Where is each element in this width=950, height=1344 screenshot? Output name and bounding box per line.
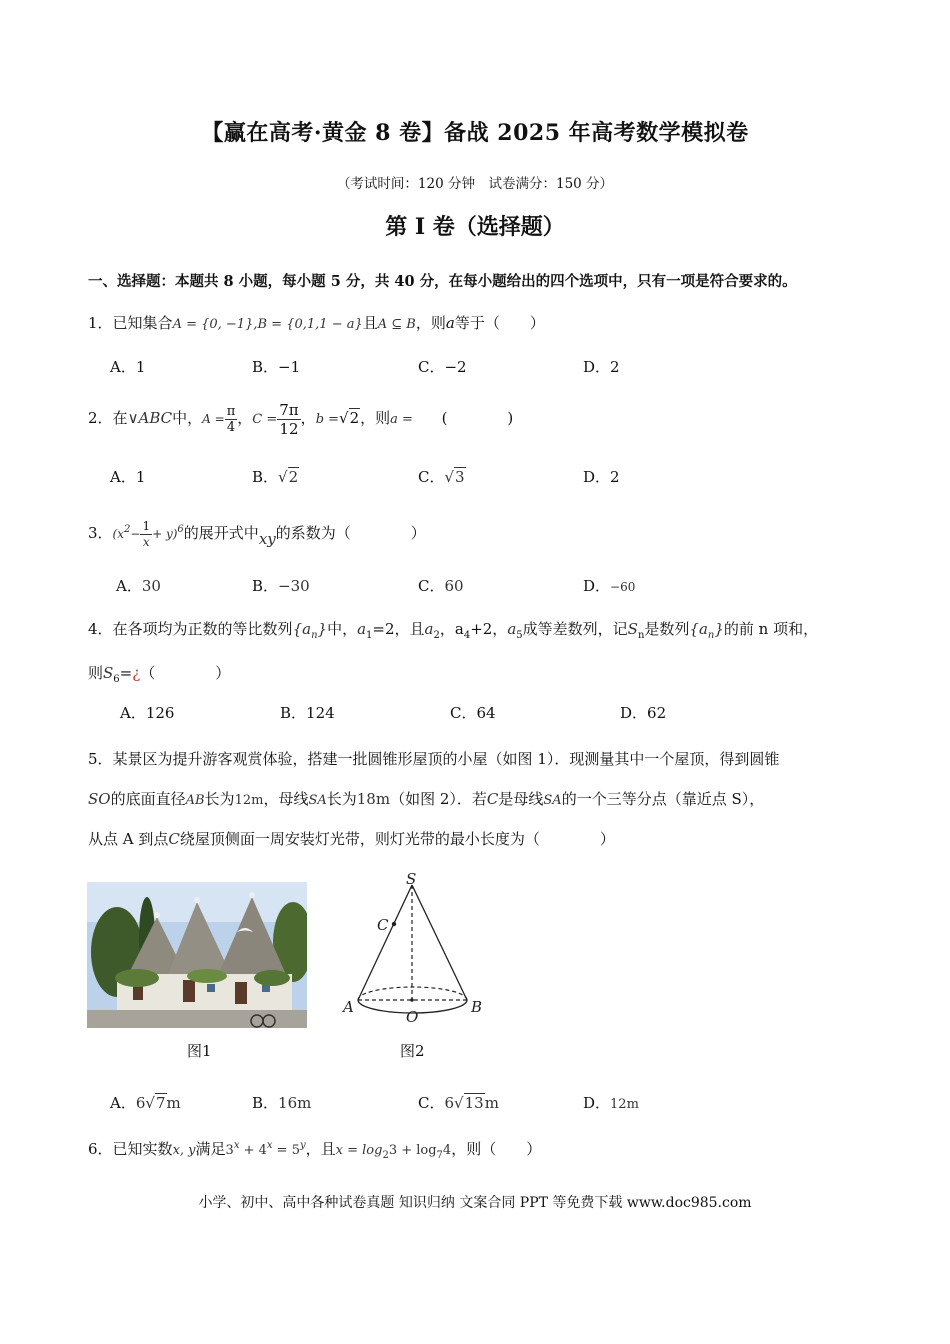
q2-option-c bbox=[418, 466, 466, 487]
log-base-7: 7 bbox=[436, 1150, 443, 1161]
q5-option-b bbox=[252, 1092, 311, 1113]
angle-c-label: C = bbox=[252, 412, 278, 427]
angle-a-fraction bbox=[225, 404, 238, 435]
option-label: B． bbox=[252, 1094, 279, 1112]
q5-text: 从点 A 到点 bbox=[88, 830, 169, 848]
figure-1-photo bbox=[87, 882, 307, 1028]
question-number: 2． bbox=[88, 409, 113, 427]
trulli-houses-image bbox=[87, 882, 307, 1028]
label-s: S bbox=[406, 870, 417, 888]
question-number: 5． bbox=[88, 750, 113, 768]
q5-text: 绕屋顶侧面一周安装灯光带，则灯光带的最小长度为（ ） bbox=[179, 830, 615, 848]
side-a-ask: a = bbox=[390, 412, 413, 427]
option-coef: 6 bbox=[135, 1094, 146, 1112]
sqrt-7: √7 bbox=[145, 1094, 166, 1112]
figure-2-cone-diagram bbox=[330, 870, 500, 1034]
unit: m bbox=[484, 1094, 499, 1112]
radicand: 7 bbox=[155, 1094, 166, 1112]
set-b: B = {0,1,1 − a} bbox=[257, 317, 363, 332]
q5-text: 是母线 bbox=[498, 790, 544, 808]
label-b: B bbox=[471, 998, 483, 1016]
a1-value: =2，且 bbox=[372, 620, 425, 638]
point-o-dot bbox=[410, 998, 414, 1002]
volume-heading: 第 I 卷（选择题） bbox=[385, 214, 565, 240]
option-value: 12m bbox=[610, 1097, 639, 1112]
option-value: 30 bbox=[141, 577, 161, 595]
sqrt-13: √13 bbox=[454, 1094, 484, 1112]
q3-option-d bbox=[583, 575, 635, 596]
sqrt-2: √2 bbox=[278, 468, 299, 486]
sqrt-3: √3 bbox=[444, 468, 465, 486]
subset-relation: A ⊆ B bbox=[377, 317, 416, 332]
exponent: 2 bbox=[124, 524, 131, 535]
option-label: A． bbox=[110, 1094, 136, 1112]
exponent-x: x bbox=[266, 1140, 273, 1151]
s6: S bbox=[103, 664, 114, 682]
unit: m bbox=[166, 1094, 181, 1112]
section-heading: 一、选择题：本题共 8 小题，每小题 5 分，共 40 分，在每小题给出的四个选项中，只有一项是符合要求的。 bbox=[88, 273, 797, 290]
q3-text: 的系数为（ ） bbox=[275, 524, 426, 542]
option-value: −60 bbox=[610, 580, 636, 594]
point-c-dot bbox=[392, 922, 396, 926]
a1: a bbox=[357, 620, 367, 638]
power: 6 bbox=[177, 524, 184, 535]
label-c: C bbox=[377, 916, 389, 934]
q5-text: 某景区为提升游客观赏体验，搭建一批圆锥形屋顶的小屋（如图 1）．现测量其中一个屋顶，得到圆锥 bbox=[112, 750, 780, 768]
triangle-abc: ∨ABC bbox=[127, 409, 173, 427]
option-label: C． bbox=[418, 468, 445, 486]
q2-answer-paren: ( ) bbox=[441, 409, 514, 427]
q3-option-c bbox=[418, 575, 464, 596]
set-a: A = {0, −1} bbox=[172, 317, 254, 332]
radicand: 2 bbox=[288, 468, 299, 486]
q3-option-b bbox=[252, 575, 310, 596]
equation-base-4: + 4 bbox=[239, 1143, 267, 1158]
seq-sub: n bbox=[311, 630, 318, 641]
a1-sub: 1 bbox=[366, 630, 373, 641]
q1-text: ，则 bbox=[415, 314, 446, 332]
side-b-label: b = bbox=[315, 412, 340, 427]
q2-option-d: D．2 bbox=[583, 468, 620, 486]
q1-comma: , bbox=[253, 317, 258, 332]
slant-line-sb bbox=[412, 885, 467, 1000]
sn: S bbox=[627, 620, 638, 638]
q4-text: 中， bbox=[327, 620, 358, 638]
fraction-denominator: 4 bbox=[226, 419, 236, 435]
a2-sub: 2 bbox=[433, 630, 440, 641]
q6-text: 满足 bbox=[195, 1140, 226, 1158]
sn-sub: n bbox=[637, 630, 645, 641]
q1-option-c: C．−2 bbox=[418, 358, 467, 376]
slant-value: 18m bbox=[356, 790, 391, 808]
fraction-denominator: 12 bbox=[279, 419, 299, 438]
option-value: −30 bbox=[278, 577, 310, 595]
slant-line-sa bbox=[358, 885, 412, 1000]
radicand: 13 bbox=[464, 1094, 484, 1112]
q4-text: 则 bbox=[88, 664, 104, 682]
q1-text: 等于（ ） bbox=[454, 314, 545, 332]
q1-option-b: B．−1 bbox=[252, 358, 301, 376]
option-label: C． bbox=[418, 1094, 445, 1112]
q5-option-a bbox=[110, 1092, 181, 1113]
q4-text: 在各项均为正数的等比数列 bbox=[112, 620, 293, 638]
log-expr-1: x = log bbox=[335, 1143, 383, 1158]
q4-option-b: B．124 bbox=[280, 704, 335, 722]
angle-a-label: A = bbox=[202, 412, 225, 426]
sequence-an: $\{a_n\}$ bbox=[292, 620, 328, 641]
fraction-numerator: 7π bbox=[279, 400, 299, 419]
q2-option-b bbox=[252, 466, 299, 487]
seq-term: a bbox=[302, 620, 312, 638]
q6-text: ，则（ ） bbox=[451, 1140, 542, 1158]
minus-sign: − bbox=[130, 527, 141, 541]
option-label: C． bbox=[418, 577, 445, 595]
q2-text: 中， bbox=[172, 409, 203, 427]
q5-text: 的底面直径 bbox=[110, 790, 186, 808]
question-5-line-1 bbox=[88, 748, 779, 769]
q5-text: （如图 2）．若 bbox=[390, 790, 487, 808]
fraction-denominator: x bbox=[142, 534, 150, 549]
angle-c-fraction bbox=[277, 401, 300, 438]
a4-sub: 4 bbox=[463, 630, 471, 641]
segment-sa: SA bbox=[543, 793, 562, 808]
s6-equals: = bbox=[119, 664, 133, 682]
figure-1-caption: 图1 bbox=[187, 1042, 212, 1060]
q4-option-a: A．126 bbox=[120, 704, 175, 722]
question-6 bbox=[88, 1138, 541, 1161]
question-5-line-3 bbox=[88, 828, 615, 849]
a2: a bbox=[424, 620, 434, 638]
question-number: 6． bbox=[88, 1140, 113, 1158]
segment-so: SO bbox=[88, 790, 111, 808]
q4-answer-paren: （ ） bbox=[140, 664, 231, 682]
radicand: 2 bbox=[349, 409, 360, 427]
option-value: 60 bbox=[444, 577, 464, 595]
question-1 bbox=[88, 312, 545, 333]
q4-option-c: C．64 bbox=[450, 704, 496, 722]
q5-text: 的一个三等分点（靠近点 S）， bbox=[561, 790, 765, 808]
fraction-numerator: 1 bbox=[142, 518, 151, 533]
question-number: 4． bbox=[88, 620, 113, 638]
sequence-an-2: $\{a_n\}$ bbox=[689, 620, 724, 641]
fraction-numerator: π bbox=[226, 403, 236, 419]
term-xy: xy bbox=[258, 530, 276, 548]
segment-sa: SA bbox=[308, 793, 327, 808]
equation-base-3: 3 bbox=[225, 1143, 234, 1158]
exponent-x: x bbox=[233, 1140, 240, 1151]
log-arg: 4 bbox=[442, 1143, 452, 1158]
q2-text: ，则 bbox=[360, 409, 391, 427]
diameter-value: 12m bbox=[234, 793, 264, 808]
q4-text: 成等差数列，记 bbox=[522, 620, 628, 638]
seq-term: a bbox=[698, 620, 708, 638]
q1-text: 已知集合 bbox=[112, 314, 173, 332]
option-label: A． bbox=[116, 577, 142, 595]
option-value: 16m bbox=[278, 1094, 312, 1112]
log-expr-2: 3 + log bbox=[388, 1143, 437, 1158]
exam-subtitle: （考试时间：120 分钟 试卷满分：150 分） bbox=[336, 176, 614, 192]
question-number: 3． bbox=[88, 524, 113, 542]
point-c: C bbox=[168, 830, 180, 848]
binomial-fraction bbox=[140, 519, 152, 550]
binomial-open: (x bbox=[112, 527, 124, 541]
q4-option-d: D．62 bbox=[620, 704, 667, 722]
option-label: B． bbox=[252, 468, 279, 486]
option-label: D． bbox=[583, 577, 611, 595]
q6-text: ，且 bbox=[305, 1140, 336, 1158]
exam-title: 【赢在高考·黄金 8 卷】备战 2025 年高考数学模拟卷 bbox=[201, 120, 749, 146]
q4-text: 是数列 bbox=[644, 620, 690, 638]
q2-text: 在 bbox=[112, 409, 128, 427]
q4-text: 的前 n 项和， bbox=[723, 620, 819, 638]
garbled-char: ¿ bbox=[132, 664, 141, 682]
question-2: 2．在∨ABC中，A = $\frac{\pi}{4}$ ，C = $\frac{7\pi}{12}$ ，b =√2，则a = ( ) bbox=[88, 396, 513, 440]
cone-svg bbox=[330, 870, 500, 1030]
q5-text: 长为 bbox=[326, 790, 357, 808]
label-o: O bbox=[406, 1008, 419, 1026]
q6-text: 已知实数 bbox=[112, 1140, 173, 1158]
question-number: 1． bbox=[88, 314, 113, 332]
sqrt-2: √2 bbox=[339, 409, 360, 427]
radicand: 3 bbox=[455, 468, 465, 486]
segment-ab: AB bbox=[185, 793, 205, 808]
s6-sub: 6 bbox=[113, 674, 120, 685]
log-base-2: 2 bbox=[382, 1150, 389, 1161]
figure-2-caption: 图2 bbox=[400, 1042, 425, 1060]
q3-text: 的展开式中 bbox=[183, 524, 259, 542]
q1-option-a: A．1 bbox=[110, 358, 146, 376]
exponent-y: y bbox=[299, 1140, 306, 1151]
a5-sub: 5 bbox=[516, 630, 523, 641]
a4: ，a bbox=[439, 620, 464, 638]
question-4-line-2 bbox=[88, 662, 230, 685]
q5-text: 长为 bbox=[204, 790, 235, 808]
option-coef: 6 bbox=[444, 1094, 455, 1112]
q5-option-d bbox=[583, 1092, 639, 1113]
a4-value: +2， bbox=[470, 620, 508, 638]
footer-text: 小学、初中、高中各种试卷真题 知识归纳 文案合同 PPT 等免费下载 www.doc985.com bbox=[198, 1195, 752, 1211]
q2-option-a: A．1 bbox=[110, 468, 146, 486]
variables-xy: x, y bbox=[172, 1143, 196, 1158]
q1-text: 且 bbox=[362, 314, 378, 332]
a5: a bbox=[507, 620, 517, 638]
q5-text: ，母线 bbox=[263, 790, 309, 808]
q3-option-a bbox=[116, 575, 161, 596]
point-c: C bbox=[486, 790, 499, 808]
question-4-line-1 bbox=[88, 618, 818, 641]
q5-option-c bbox=[418, 1092, 499, 1113]
equation-base-5: = 5 bbox=[272, 1143, 300, 1158]
q1-option-d: D．2 bbox=[583, 358, 620, 376]
seq-sub: n bbox=[707, 630, 715, 641]
question-5-line-2 bbox=[88, 788, 764, 809]
label-a: A bbox=[343, 998, 354, 1016]
question-3 bbox=[88, 508, 426, 552]
option-label: B． bbox=[252, 577, 279, 595]
binomial-close: + y) bbox=[152, 527, 178, 541]
variable-a: a bbox=[445, 314, 455, 332]
option-label: D． bbox=[583, 1094, 611, 1112]
